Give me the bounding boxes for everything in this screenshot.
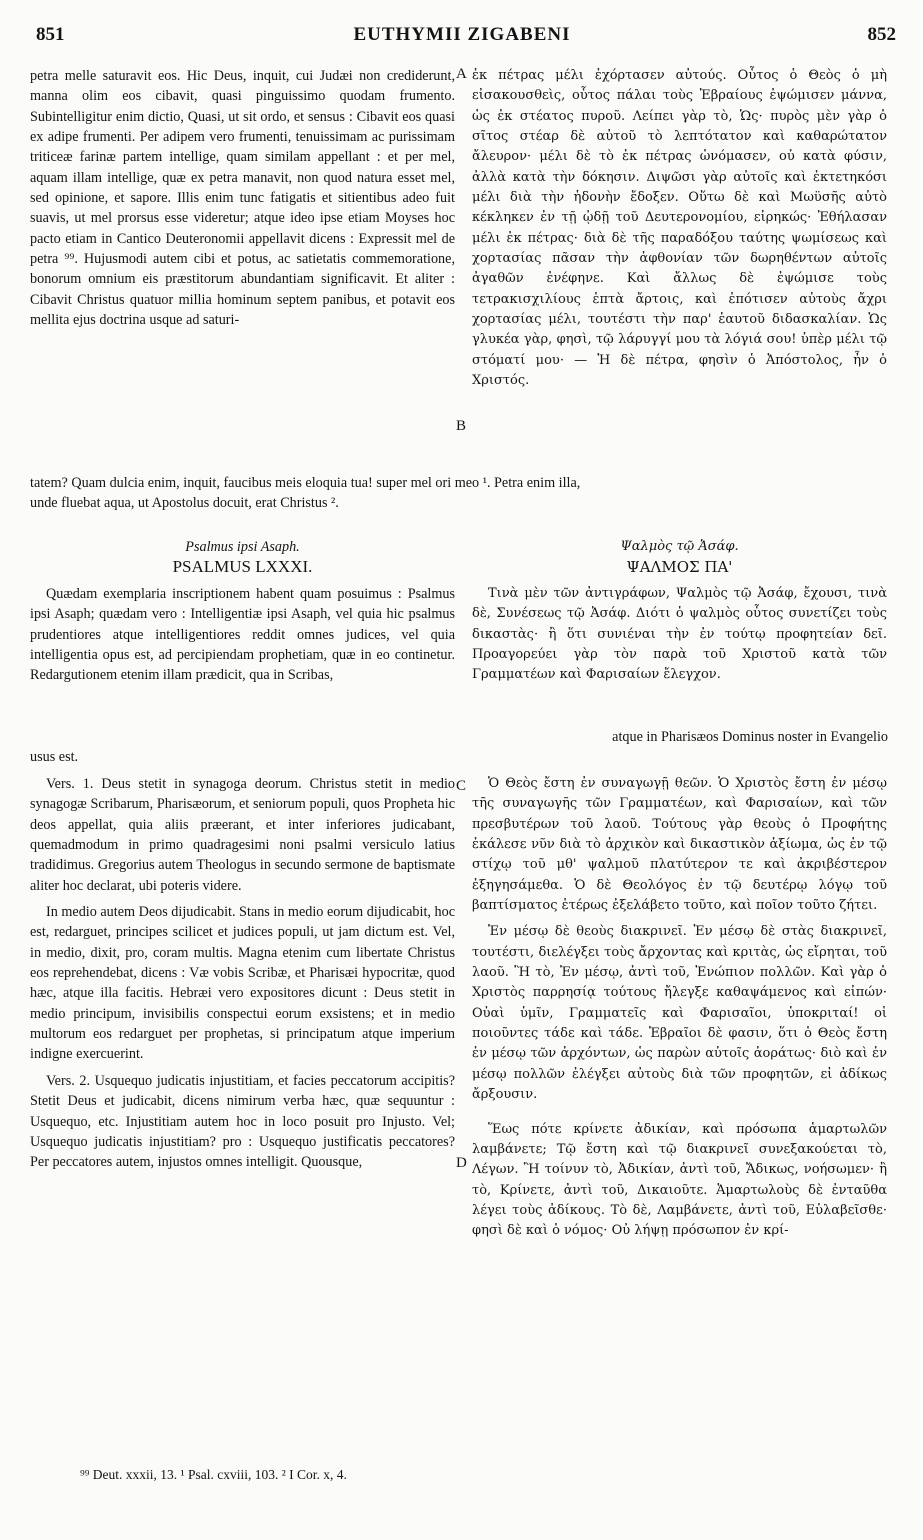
greek-intro xyxy=(472,584,887,726)
greek-verse-1b: Ἐν μέσῳ δὲ θεοὺς διακρινεῖ. Ἐν μέσῳ δὲ στὰς διακρινεῖ, τουτέστι, διελέγξει τοὺς ἄρχοντας καὶ κριτὰς, ὡς εἴρηται, τοῦ λαοῦ. Ἢ τὸ, Ἐν μέσῳ, ἀντὶ τοῦ, Ἐνώπιον πολλῶν. Καὶ γὰρ ὁ Χριστὸς παρρησίᾳ τούτους ἤλεγξε καθαψάμενος καὶ εἰπών· Οὐαὶ ὑμῖν, Γραμματεῖς καὶ Φαρισαῖοι, ὑποκριταί! οἱ ποιοῦντες τάδε καὶ τάδε. Ἑβραῖοι δὲ φασιν, ὅτι ὁ Θεὸς ἔστη ἐν μέσῳ τῶν ἀρχόντων, ὡς παρὼν αὐτοῖς ἀοράτως· διὸ καὶ ἐν μέσῳ πολλῶν ἐλέγξει αὐτοὺς διὰ τῶν προφητῶν, εἰ ἀδίκως ἄρξουσιν. xyxy=(472,924,887,1103)
margin-letter-c: C xyxy=(456,778,467,794)
latin-verse-1: Vers. 1. Deus stetit in synagoga deorum. Christus stetit in medio synagogæ Scribarum, Pharisæorum, et seniorum populi, quos Propheta hic deos appellat, quia aliis præerant, et inter inferiores judicabant, quemadmodum in primo quadragesimi noni psalmi versiculo latius tradidimus. Gregorius autem Theologus in secundo sermone de baptismate aliter hoc declarat, ubi poteris videre. xyxy=(30,776,455,894)
latin-psalm-title xyxy=(30,537,455,578)
latin-intro xyxy=(30,584,455,726)
running-title: EUTHYMII ZIGABENI xyxy=(353,24,571,45)
margin-letter-b: B xyxy=(456,418,467,434)
greek-paragraph: Τινὰ μὲν τῶν ἀντιγράφων, Ψαλμὸς τῷ Ἀσάφ, ἔχουσι, τινὰ δὲ, Συνέσεως τῷ Ἀσάφ. Διότι ὁ ψαλμὸς οὗτος συνετίζει τοὺς δικαστὰς· ἢ ὅτι συνιέναι τὴν ἐν τούτῳ προφητείαν δεῖ. Προαγορεύει γὰρ τὸν παρὰ τοῦ Χριστοῦ κατὰ τῶν Γραμματέων καὶ Φαρισαίων ἔλεγχον. xyxy=(472,586,887,683)
spanning-line: usus est. xyxy=(30,749,79,766)
latin-commentary xyxy=(30,774,455,1464)
greek-commentary xyxy=(472,774,887,1464)
spanning-line: atque in Pharisæos Dominus noster in Evangelio xyxy=(612,729,888,745)
latin-paragraph: petra melle saturavit eos. Hic Deus, inquit, cui Judæi non crediderunt, manna olim eos cibavit, quasi pinguissimo quodam frumento. Subintelligitur enim dictio, Quasi, ut sit ordo, et sensus : Cibavit eos quasi ex adipe frumenti. Per adipem vero frumenti, tenuissimam ac purissimam triticeæ farinæ partem intellige, quam similam appellant : et per mel, aquam illam intellige, quæ ex petra manavit, non quod natura esset mel, sed opinione, et sapore. Illis enim tunc fatigatis et sitientibus adeo fuit suavis, ut mel prorsus esse videretur; atque ideo ipse etiam Moyses hoc pacto etiam in Cantico Deuteronomii appellavit dicens : Expressit mel de petra ⁹⁹. Hujusmodi autem cibi et potus, ac satietatis commemoratione, bonorum omnium eis præstitorum abundantiam significavit. Et aliter : Cibavit Christus quatuor millia hominum septem panibus, et potavit eos mellita ejus doctrina usque ad saturi- xyxy=(30,68,455,329)
margin-letter-a: A xyxy=(456,66,467,82)
greek-verse-1: Ὁ Θεὸς ἔστη ἐν συναγωγῇ θεῶν. Ὁ Χριστὸς ἔστη ἐν μέσῳ τῆς συναγωγῆς τῶν Γραμματέων, καὶ Φαρισαίων, καὶ τῶν πρεσβυτέρων τοῦ λαοῦ. Τούτους γὰρ θεοὺς ὁ Προφήτης ἐκάλεσε νῦν διὰ τὸ ἀρχικὸν καὶ δικαστικὸν ἀξίωμα, ὡς ἐν τῷ στίχῳ τοῦ μθ' ψαλμοῦ πλατύτερον τε καὶ ἀκριβέστερον ἐξηγησάμεθα. Ὁ δὲ Θεολόγος ἐν τῷ δευτέρῳ λόγῳ τοῦ βαπτίσματος ἑτέρως ἐξελάβετο τοῦτο, καὶ ποῖον τοῦτο ζήτει. xyxy=(472,776,887,914)
spanning-text-1 xyxy=(30,473,888,514)
page-number-right: 852 xyxy=(867,24,896,45)
latin-paragraph: Quædam exemplaria inscriptionem habent quam posuimus : Psalmus ipsi Asaph; quædam vero : Intelligentiæ ipsi Asaph, vel quia hic psalmus prudentiores atque intelligentiores reddit omnes judices, vel quia intelligentia opus est, ad percipiendam prophetiam, quæ in eo continetur. Redargutionem etenim illam prædicit, qua in Scribas, xyxy=(30,586,455,684)
latin-verse-2: Vers. 2. Usquequo judicatis injustitiam, et facies peccatorum accipitis? Stetit Deus et judicabit, dicens nimirum verba hæc, quæ sequuntur : Usquequo, etc. Injustitiam autem hoc in loco posuit pro Injusto. Vel; Usquequo judicatis injustitiam? pro : Usquequo justificatis peccatores? Per peccatores autem, injustos omnes intelligit. Quousque, xyxy=(30,1072,455,1171)
greek-column-block1 xyxy=(472,66,887,471)
greek-paragraph: ἐκ πέτρας μέλι ἐχόρτασεν αὐτούς. Οὗτος ὁ Θεὸς ὁ μὴ εἰσακουσθεὶς, οὗτος πάλαι τοὺς Ἑβραίους ἐψώμισεν μάννα, ὡς ἐκ στέατος πυροῦ. Λείπει γὰρ τὸ, Ὡς· πυρὸς μὲν γὰρ ὁ σῖτος στέαρ δὲ αὐτοῦ τὸ λεπτότατον καὶ καθαρώτατον ἄλευρον· μέλι δὲ τὸ ἐκ πέτρας ὠνόμασεν, οὐ κατὰ φύσιν, ἀλλὰ κατὰ τὴν δόκησιν. Διψῶσι γὰρ αὐτοῖς καὶ ἐκτετηκόσι μέλι διὰ τὴν ἡδονὴν ἔδοξεν. Οὕτω δὲ καὶ Μωϋσῆς αὐτὸ κέκληκεν ἐν τῇ ᾠδῇ τοῦ Δευτερονομίου, εἰρηκώς· Ἐθήλασαν μέλι ἐκ πέτρας· διὰ δὲ τῆς παραδόξου ταύτης ψωμίσεως καὶ χορτασίας πᾶσαν τὴν ἀφθονίαν τῶν δωρηθέντων αὐτοῖς ἀγαθῶν ἐνέφηνε. Καὶ ἄλλως δὲ ἐψώμισε τοὺς τετρακισχιλίους ἑπτὰ ἄρτοις, καὶ ἐπότισεν αὐτοὺς ἄχρι χορτασίας μέλι, τουτέστι τὴν παρ' ἑαυτοῦ διδασκαλίαν. Ὡς γλυκέα γὰρ, φησὶ, τῷ λάρυγγί μου τὰ λόγιά σου! ὑπὲρ μέλι τῷ στόματί μου· — Ἡ δὲ πέτρα, φησὶν ὁ Ἀπόστολος, ἦν ὁ Χριστός. xyxy=(472,68,887,389)
spanning-line: tatem? Quam dulcia enim, inquit, faucibus meis eloquia tua! super mel ori meo ¹. Petra enim illa, xyxy=(30,475,581,491)
latin-verse-1b: In medio autem Deos dijudicabit. Stans in medio eorum dijudicabit, hoc est, redarguet, principes scilicet et judices populi, ut jam dictum est. Vel, in medio, dixit, pro, coram multis. Magna etenim cum libertate Christus eos reprehendebat, dicens : Væ vobis Scribæ, et Pharisæi hypocritæ, quod hæc, atque illa facitis. Hebræi vero expositores dicunt : Deus stetit in medio principum, invisibilis conspectui eorum exsistens; et in medio multorum eos redarguet per prophetas, si principatum atque imperium indigne exercuerint. xyxy=(30,904,455,1063)
latin-psalm-heading: PSALMUS LXXXI. xyxy=(172,557,313,577)
page-number-left: 851 xyxy=(36,24,65,45)
footnotes: ⁹⁹ Deut. xxxii, 13. ¹ Psal. cxviii, 103. ² I Cor. x, 4. xyxy=(80,1467,347,1482)
spanning-text-2 xyxy=(30,727,888,768)
spanning-line: unde fluebat aqua, ut Apostolus docuit, erat Christus ². xyxy=(30,495,339,512)
margin-letter-d: D xyxy=(456,1155,467,1171)
latin-psalm-subtitle: Psalmus ipsi Asaph. xyxy=(185,539,300,555)
greek-verse-2: Ἕως πότε κρίνετε ἀδικίαν, καὶ πρόσωπα ἁμαρτωλῶν λαμβάνετε; Τῷ ἔστη καὶ τῷ διακρινεῖ συνεξακούεται τὸ, Λέγων. Ἢ τοίνυν τὸ, Ἀδικίαν, ἀντὶ τοῦ, Ἄδικως, νοήσωμεν· ἢ τὸ, Κρίνετε, ἀντὶ τοῦ, Δικαιοῦτε. Ἁμαρτωλοὺς δὲ ἐνταῦθα λέγει τοὺς ἀδίκους. Τὸ δὲ, Λαμβάνετε, ἀντὶ τοῦ, Εὐλαβεῖσθε· φησὶ δὲ καὶ ὁ νόμος· Οὐ λήψῃ πρόσωπον ἐν κρί- xyxy=(472,1121,887,1239)
greek-psalm-heading: ΨΑΛΜΟΣ ΠΑ' xyxy=(626,558,733,577)
running-header xyxy=(28,24,896,54)
greek-psalm-title xyxy=(472,537,887,578)
latin-column-block1 xyxy=(30,66,455,471)
greek-psalm-subtitle: Ψαλμὸς τῷ Ἀσάφ. xyxy=(620,539,739,554)
